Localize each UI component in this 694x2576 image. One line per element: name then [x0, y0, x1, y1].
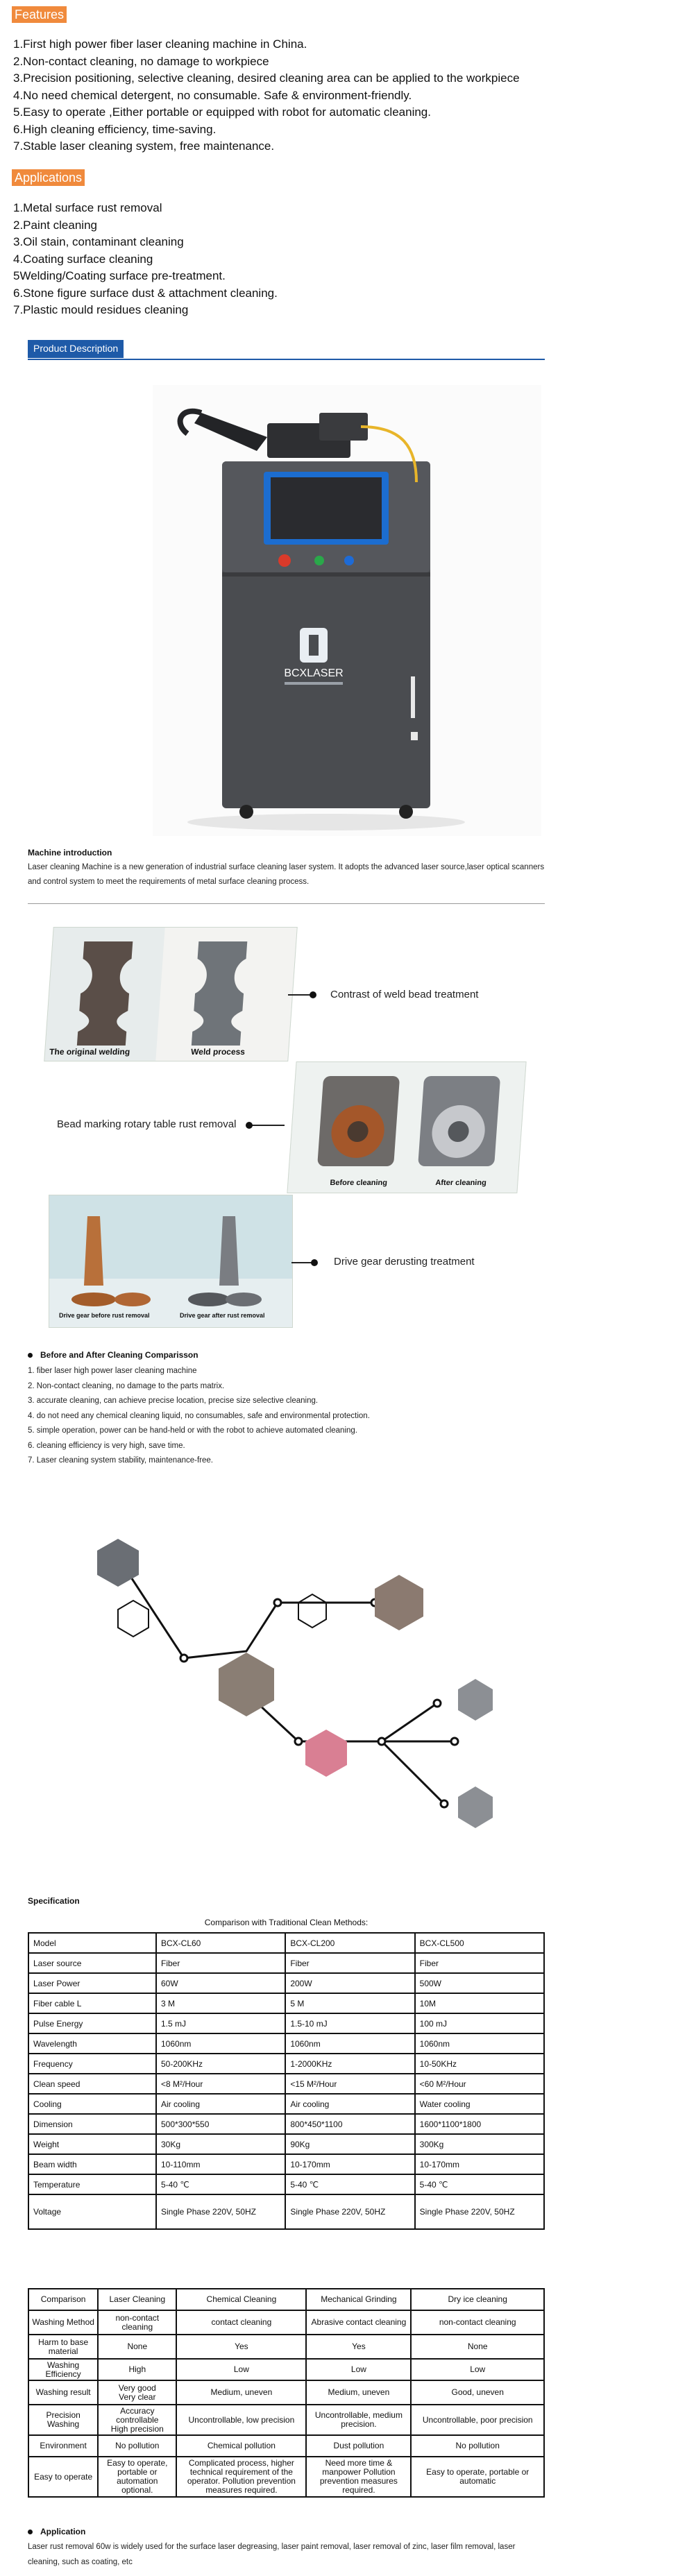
comparison-row: [28, 2457, 544, 2497]
comparison-row: [28, 2405, 544, 2435]
spec-cell: 5-40 ℃: [285, 2174, 414, 2194]
drive-gear-caption: Drive gear derusting treatment: [334, 1256, 475, 1268]
application-item: 6.Stone figure surface dust & attachment cleaning.: [13, 286, 278, 300]
comparison-cell: None: [411, 2335, 544, 2359]
spec-cell: Clean speed: [28, 2074, 156, 2094]
feature-item: 1.First high power fiber laser cleaning machine in China.: [13, 37, 307, 51]
weld-bead-caption: Contrast of weld bead treatment: [330, 989, 479, 1000]
weld-after-label: Weld process: [190, 1047, 246, 1057]
comparison-cell: Dust pollution: [306, 2435, 411, 2457]
comparison-cell: Uncontrollable, low precision: [176, 2405, 306, 2435]
spec-cell: Single Phase 220V, 50HZ: [156, 2194, 285, 2229]
comparison-cell: Washing Method: [28, 2310, 98, 2335]
comparison-cell: Low: [411, 2359, 544, 2380]
feature-item: 4.No need chemical detergent, no consumable. Safe & environment-friendly.: [13, 88, 412, 102]
feature-item: 5.Easy to operate ,Either portable or equipped with robot for automatic cleaning.: [13, 105, 431, 119]
application-item: 4.Coating surface cleaning: [13, 252, 153, 266]
spec-cell: BCX-CL500: [415, 1933, 544, 1953]
spec-row: [28, 1953, 544, 1973]
spec-cell: Fiber: [285, 1953, 414, 1973]
comparison-cell: Uncontrollable, medium precision.: [306, 2405, 411, 2435]
rotary-table-illustration: [287, 1062, 525, 1193]
spec-cell: 30Kg: [156, 2134, 285, 2154]
spec-row: [28, 2013, 544, 2033]
comparison-cell: Chemical Cleaning: [176, 2289, 306, 2310]
hexagon-network-illustration: [69, 1533, 527, 1859]
comparison-cell: Low: [176, 2359, 306, 2380]
before-after-item: 4. do not need any chemical cleaning liquid, no consumables, safe and environmental protection.: [28, 1411, 370, 1420]
comparison-cell: Precision Washing: [28, 2405, 98, 2435]
comparison-cell: Harm to base material: [28, 2335, 98, 2359]
application-item: 3.Oil stain, contaminant cleaning: [13, 235, 184, 248]
spec-cell: Voltage: [28, 2194, 156, 2229]
gear-before-label: Drive gear before rust removal: [59, 1312, 150, 1319]
rotary-before-label: Before cleaning: [329, 1179, 388, 1187]
features-list: [13, 36, 520, 155]
spec-cell: 500W: [415, 1973, 544, 1993]
connector-line: [250, 1125, 285, 1126]
spec-row: [28, 2194, 544, 2229]
product-description-bar: [28, 340, 545, 360]
spec-cell: 300Kg: [415, 2134, 544, 2154]
bullet: [28, 2530, 33, 2534]
spec-cell: Fiber: [415, 1953, 544, 1973]
spec-cell: 1060nm: [156, 2033, 285, 2054]
spec-cell: 10-170mm: [285, 2154, 414, 2174]
weld-parts-illustration: [44, 928, 296, 1061]
spec-row: [28, 2174, 544, 2194]
comparison-cell: Medium, uneven: [306, 2380, 411, 2405]
hexagon-diagram: [69, 1533, 527, 1859]
rotary-table-photo: [287, 1061, 526, 1193]
spec-cell: 800*450*1100: [285, 2114, 414, 2134]
spec-cell: Frequency: [28, 2054, 156, 2074]
spec-row: [28, 1933, 544, 1953]
before-after-list: [28, 1364, 370, 1469]
connector-dot: [310, 991, 316, 998]
comparison-cell: Washing Efficiency: [28, 2359, 98, 2380]
spec-cell: Fiber: [156, 1953, 285, 1973]
spec-row: [28, 2054, 544, 2074]
spec-cell: Single Phase 220V, 50HZ: [285, 2194, 414, 2229]
machine-introduction-title: Machine introduction: [28, 848, 112, 858]
spec-row: [28, 2033, 544, 2054]
spec-cell: 10-110mm: [156, 2154, 285, 2174]
comparison-cell: Need more time & manpower Pollution prevention measures required.: [306, 2457, 411, 2497]
comparison-cell: non-contact cleaning: [411, 2310, 544, 2335]
drive-gear-illustration: [49, 1195, 292, 1327]
comparison-cell: Easy to operate: [28, 2457, 98, 2497]
comparison-cell: Easy to operate, portable or automation optional.: [98, 2457, 176, 2497]
spec-row: [28, 2134, 544, 2154]
rotary-after-label: After cleaning: [434, 1179, 487, 1187]
comparison-cell: Yes: [176, 2335, 306, 2359]
comparison-cell: No pollution: [98, 2435, 176, 2457]
application-item: 1.Metal surface rust removal: [13, 201, 162, 214]
before-after-item: 5. simple operation, power can be hand-held or with the robot to achieve automated cleaning.: [28, 1426, 357, 1435]
spec-cell: 5 M: [285, 1993, 414, 2013]
feature-item: 3.Precision positioning, selective cleaning, desired cleaning area can be applied to the workpiece: [13, 71, 520, 85]
spec-cell: 1.5-10 mJ: [285, 2013, 414, 2033]
feature-item: 6.High cleaning efficiency, time-saving.: [13, 122, 217, 136]
spec-row: [28, 2114, 544, 2134]
spec-cell: 10-170mm: [415, 2154, 544, 2174]
comparison-cell: Yes: [306, 2335, 411, 2359]
machine-introduction-text: Laser cleaning Machine is a new generation of industrial surface cleaning laser system. It adopts the advanced laser source,laser optical scanners and control system to meet the requirements of metal surface cleaning process.: [28, 863, 545, 886]
machine-brand-logo: BCXLASER: [284, 667, 344, 679]
spec-cell: 1060nm: [415, 2033, 544, 2054]
spec-cell: Weight: [28, 2134, 156, 2154]
spec-cell: BCX-CL60: [156, 1933, 285, 1953]
comparison-row: [28, 2380, 544, 2405]
before-after-item: 2. Non-contact cleaning, no damage to the parts matrix.: [28, 1381, 225, 1390]
comparison-table: [28, 2288, 545, 2498]
spec-cell: 200W: [285, 1973, 414, 1993]
connector-dot: [246, 1122, 253, 1129]
spec-cell: 5-40 ℃: [415, 2174, 544, 2194]
spec-cell: 10-50KHz: [415, 2054, 544, 2074]
spec-cell: 1.5 mJ: [156, 2013, 285, 2033]
spec-cell: Laser source: [28, 1953, 156, 1973]
spec-cell: Model: [28, 1933, 156, 1953]
comparison-cell: contact cleaning: [176, 2310, 306, 2335]
comparison-cell: Environment: [28, 2435, 98, 2457]
before-after-title: Before and After Cleaning Comparisson: [40, 1350, 198, 1360]
comparison-cell: Mechanical Grinding: [306, 2289, 411, 2310]
rotary-table-caption: Bead marking rotary table rust removal: [57, 1118, 237, 1130]
comparison-row: [28, 2310, 544, 2335]
comparison-cell: None: [98, 2335, 176, 2359]
machine-photo: [153, 385, 541, 836]
application-text: Laser rust removal 60w is widely used for the surface laser degreasing, laser paint removal, laser removal of zinc, laser film removal, laser cleaning, such as coating, etc: [28, 2543, 516, 2566]
application-title: Application: [40, 2527, 86, 2536]
spec-cell: Pulse Energy: [28, 2013, 156, 2033]
comparison-cell: Medium, uneven: [176, 2380, 306, 2405]
spec-cell: Beam width: [28, 2154, 156, 2174]
feature-item: 2.Non-contact cleaning, no damage to workpiece: [13, 54, 269, 68]
comparison-cell: Uncontrollable, poor precision: [411, 2405, 544, 2435]
spec-cell: 3 M: [156, 1993, 285, 2013]
spec-cell: <8 M²/Hour: [156, 2074, 285, 2094]
laser-cleaning-machine-illustration: [153, 385, 541, 836]
comparison-cell: Washing result: [28, 2380, 98, 2405]
specification-caption: Comparison with Traditional Clean Methods:: [204, 1918, 369, 1927]
comparison-cell: Complicated process, higher technical requirement of the operator. Pollution prevention measures required.: [176, 2457, 306, 2497]
drive-gear-photo: [49, 1195, 293, 1328]
comparison-cell: High: [98, 2359, 176, 2380]
feature-item: 7.Stable laser cleaning system, free maintenance.: [13, 139, 275, 153]
connector-dot: [311, 1259, 318, 1266]
application-item: 2.Paint cleaning: [13, 218, 97, 232]
features-heading: Features: [12, 6, 67, 23]
spec-row: [28, 2094, 544, 2114]
comparison-cell: No pollution: [411, 2435, 544, 2457]
spec-row: [28, 1993, 544, 2013]
product-description-tab[interactable]: Product Description: [28, 340, 124, 358]
divider: [28, 903, 545, 904]
comparison-cell: Laser Cleaning: [98, 2289, 176, 2310]
application-item: 7.Plastic mould residues cleaning: [13, 303, 189, 316]
bullet: [28, 1353, 33, 1358]
comparison-cell: Dry ice cleaning: [411, 2289, 544, 2310]
weld-before-label: The original welding: [49, 1047, 130, 1057]
comparison-cell: Accuracy controllable High precision: [98, 2405, 176, 2435]
spec-cell: 1600*1100*1800: [415, 2114, 544, 2134]
spec-row: [28, 2074, 544, 2094]
comparison-cell: Easy to operate, portable or automatic: [411, 2457, 544, 2497]
spec-cell: 60W: [156, 1973, 285, 1993]
comparison-cell: Chemical pollution: [176, 2435, 306, 2457]
comparison-row: [28, 2289, 544, 2310]
spec-cell: 10M: [415, 1993, 544, 2013]
spec-cell: Air cooling: [285, 2094, 414, 2114]
spec-cell: 1060nm: [285, 2033, 414, 2054]
applications-heading: Applications: [12, 169, 85, 186]
comparison-row: [28, 2359, 544, 2380]
specification-title: Specification: [28, 1896, 80, 1906]
spec-cell: BCX-CL200: [285, 1933, 414, 1953]
spec-cell: 90Kg: [285, 2134, 414, 2154]
spec-cell: <15 M²/Hour: [285, 2074, 414, 2094]
spec-cell: 500*300*550: [156, 2114, 285, 2134]
spec-cell: 100 mJ: [415, 2013, 544, 2033]
spec-cell: Water cooling: [415, 2094, 544, 2114]
comparison-row: [28, 2435, 544, 2457]
comparison-cell: Abrasive contact cleaning: [306, 2310, 411, 2335]
comparison-cell: Good, uneven: [411, 2380, 544, 2405]
spec-cell: 1-2000KHz: [285, 2054, 414, 2074]
spec-cell: <60 M²/Hour: [415, 2074, 544, 2094]
comparison-cell: Comparison: [28, 2289, 98, 2310]
spec-cell: 5-40 ℃: [156, 2174, 285, 2194]
spec-cell: Laser Power: [28, 1973, 156, 1993]
spec-cell: Single Phase 220V, 50HZ: [415, 2194, 544, 2229]
specification-table: [28, 1932, 545, 2230]
comparison-cell: non-contact cleaning: [98, 2310, 176, 2335]
weld-comparison-photo: [44, 927, 298, 1061]
spec-cell: Cooling: [28, 2094, 156, 2114]
before-after-item: 6. cleaning efficiency is very high, save time.: [28, 1441, 185, 1450]
spec-cell: Fiber cable L: [28, 1993, 156, 2013]
spec-cell: Wavelength: [28, 2033, 156, 2054]
application-item: 5Welding/Coating surface pre-treatment.: [13, 269, 226, 282]
before-after-item: 1. fiber laser high power laser cleaning machine: [28, 1367, 197, 1375]
before-after-item: 7. Laser cleaning system stability, maintenance-free.: [28, 1456, 213, 1465]
spec-cell: 50-200KHz: [156, 2054, 285, 2074]
spec-cell: Dimension: [28, 2114, 156, 2134]
spec-cell: Air cooling: [156, 2094, 285, 2114]
comparison-row: [28, 2335, 544, 2359]
gear-after-label: Drive gear after rust removal: [180, 1312, 265, 1319]
spec-cell: Temperature: [28, 2174, 156, 2194]
applications-list: [13, 200, 278, 319]
before-after-item: 3. accurate cleaning, can achieve precise location, precise size selective cleaning.: [28, 1397, 319, 1405]
spec-row: [28, 1973, 544, 1993]
spec-row: [28, 2154, 544, 2174]
comparison-cell: Low: [306, 2359, 411, 2380]
comparison-cell: Very good Very clear: [98, 2380, 176, 2405]
